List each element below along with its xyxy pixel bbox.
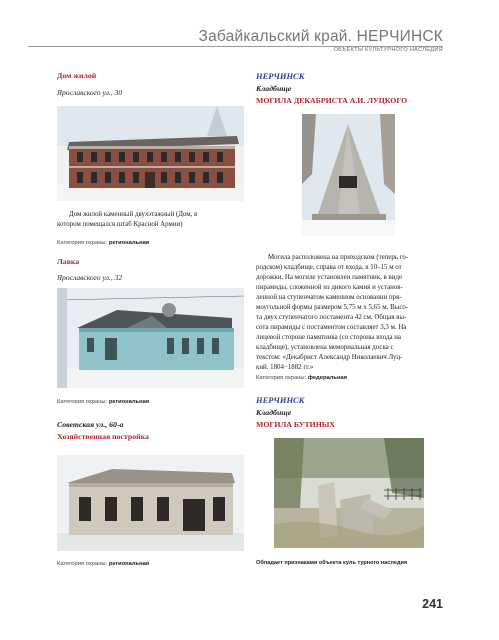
object-type: Кладбище: [256, 84, 292, 93]
item-description: Могила расположена на приходском (теперь го- родском) кладбище, справа от входа, в 10–15 м от дорожки. На могиле установлен памятник, в виде пирамиды, сложенной из дикого камня и установ- ленной на ступенчатом каменном основании пря- моугольной формы размером 5,75 м х 5,65 м. Высо- та двух ступенчатого постамента 42 см. Общая вы- сота пирамиды с постаментом составляет 3,3 м. На лицевой стороне памятника (со стороны входа на кладбище), установлена мемориальная доска с текстом: «Декабрист Александр Николаевич Луц- кий. 1804−1882 гг.»: [256, 254, 409, 371]
protection-category: Категория охраны: региональная: [57, 240, 150, 246]
heritage-note: Обладает признаками объекта куль турного наследия: [256, 560, 408, 566]
item-title: МОГИЛА БУТИНЫХ: [256, 420, 336, 429]
item-title: Дом жилой: [57, 71, 97, 80]
page-header-title: Забайкальский край. НЕРЧИНСК: [198, 28, 443, 45]
page-header-subtitle: ОБЪЕКТЫ КУЛЬТУРНОГО НАСЛЕДИЯ: [333, 47, 443, 53]
protection-category: Категория охраны: региональная: [57, 561, 150, 567]
protection-category: Категория охраны: региональная: [57, 399, 150, 405]
object-type: Кладбище: [256, 408, 292, 417]
city-heading: НЕРЧИНСК: [256, 395, 305, 405]
item-title: Лавка: [57, 257, 80, 266]
photo-butin-graves: [274, 438, 424, 548]
item-caption: Дом жилой каменный двухэтажный (Дом, в котором помещался штаб Красной Армии): [57, 211, 198, 228]
photo-house-brick: [57, 106, 244, 201]
photo-grave-pyramid: [302, 114, 395, 236]
item-title: Хозяйственная постройка: [57, 432, 149, 441]
photo-shop-blue: [57, 288, 244, 388]
page-number: 241: [422, 597, 443, 611]
item-address: Советская ул., 60-а: [57, 420, 124, 429]
item-title: МОГИЛА ДЕКАБРИСТА А.И. ЛУЦКОГО: [256, 96, 408, 105]
protection-category: Категория охраны: федеральная: [256, 375, 348, 381]
item-address: Ярославского ул., 30: [57, 88, 123, 97]
photo-outbuilding: [57, 455, 244, 551]
city-heading: НЕРЧИНСК: [256, 71, 305, 81]
item-address: Ярославского ул., 32: [57, 273, 123, 282]
